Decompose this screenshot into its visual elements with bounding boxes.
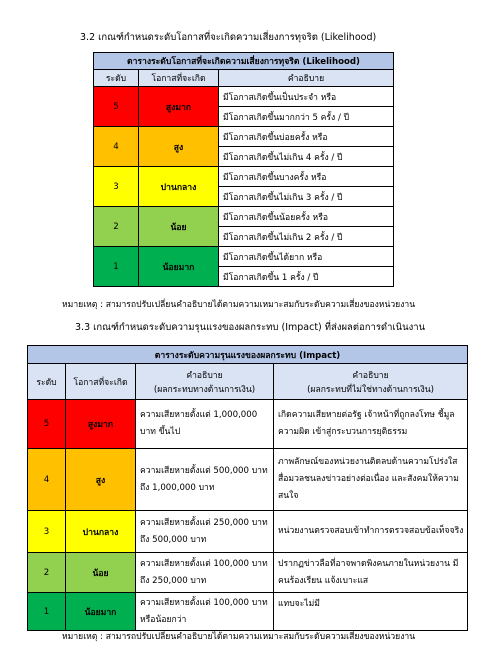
- impact-financial-description: ความเสียหายตั้งแต่ 100,000 บาท ถึง 250,000 บาท: [136, 553, 274, 593]
- likelihood-description-2: มีโอกาสเกิดขึ้นไม่เกิน 4 ครั้ง / ปี: [219, 147, 394, 167]
- impact-nonfinancial-description: เกิดความเสียหายต่อรัฐ เจ้าหน้าที่ถูกลงโทษ ชี้มูลความผิด เข้าสู่กระบวนการยุติธรรม: [274, 400, 468, 449]
- impact-level: 5: [28, 400, 66, 449]
- impact-footnote: หมายเหตุ : สามารถปรับเปลี่ยนคำอธิบายได้ตามความเหมาะสมกับระดับความเสี่ยงของหน่วยงาน: [62, 632, 416, 642]
- impact-row: [28, 593, 468, 631]
- likelihood-table-caption: ตารางระดับโอกาสที่จะเกิดความเสี่ยงการทุจริต (Likelihood): [94, 53, 394, 70]
- likelihood-table: [93, 52, 394, 287]
- impact-row: [28, 400, 468, 449]
- impact-row: [28, 449, 468, 511]
- impact-chance: ปานกลาง: [66, 511, 136, 553]
- likelihood-description-1: มีโอกาสเกิดขึ้นได้ยาก หรือ: [219, 247, 394, 267]
- likelihood-chance: สูงมาก: [139, 87, 219, 127]
- impact-financial-description: ความเสียหายตั้งแต่ 100,000 บาท หรือน้อยกว่า: [136, 593, 274, 631]
- likelihood-row: [94, 207, 394, 227]
- impact-nonfinancial-description: แทบจะไม่มี: [274, 593, 468, 631]
- likelihood-row: [94, 247, 394, 267]
- likelihood-description-1: มีโอกาสเกิดขึ้นเป็นประจำ หรือ: [219, 87, 394, 107]
- likelihood-description-1: มีโอกาสเกิดขึ้นบ่อยครั้ง หรือ: [219, 127, 394, 147]
- impact-chance: น้อยมาก: [66, 593, 136, 631]
- impact-header-nonfinancial-title: คำอธิบาย: [352, 370, 389, 381]
- impact-header-nonfinancial-subtitle: (ผลกระทบที่ไม่ใช่ทางด้านการเงิน): [307, 384, 434, 395]
- section-heading-likelihood: 3.2 เกณฑ์กำหนดระดับโอกาสที่จะเกิดความเสี่ยงการทุจริต (Likelihood): [80, 32, 377, 43]
- impact-row: [28, 553, 468, 593]
- section-heading-impact: 3.3 เกณฑ์กำหนดระดับความรุนแรงของผลกระทบ (Impact) ที่ส่งผลต่อการดำเนินงาน: [75, 322, 426, 333]
- likelihood-description-2: มีโอกาสเกิดขึ้นมากกว่า 5 ครั้ง / ปี: [219, 107, 394, 127]
- likelihood-description-2: มีโอกาสเกิดขึ้นไม่เกิน 2 ครั้ง / ปี: [219, 227, 394, 247]
- impact-financial-description: ความเสียหายตั้งแต่ 250,000 บาท ถึง 500,000 บาท: [136, 511, 274, 553]
- likelihood-row: [94, 167, 394, 187]
- likelihood-footnote: หมายเหตุ : สามารถปรับเปลี่ยนคำอธิบายได้ตามความเหมาะสมกับระดับความเสี่ยงของหน่วยงาน: [62, 300, 416, 310]
- likelihood-header-description: คำอธิบาย: [219, 70, 394, 87]
- impact-level: 2: [28, 553, 66, 593]
- impact-table: [27, 345, 468, 631]
- impact-chance: สูงมาก: [66, 400, 136, 449]
- likelihood-chance: น้อยมาก: [139, 247, 219, 287]
- impact-financial-description: ความเสียหายตั้งแต่ 1,000,000 บาท ขึ้นไป: [136, 400, 274, 449]
- likelihood-level: 2: [94, 207, 139, 247]
- impact-nonfinancial-description: ปรากฏข่าวลือที่อาจพาดพิงคนภายในหน่วยงาน มีคนร้องเรียน แจ้งเบาะแส: [274, 553, 468, 593]
- likelihood-description-1: มีโอกาสเกิดขึ้นบางครั้ง หรือ: [219, 167, 394, 187]
- impact-level: 3: [28, 511, 66, 553]
- impact-header-financial-title: คำอธิบาย: [186, 370, 223, 381]
- likelihood-row: [94, 127, 394, 147]
- impact-chance: น้อย: [66, 553, 136, 593]
- impact-level: 4: [28, 449, 66, 511]
- likelihood-level: 4: [94, 127, 139, 167]
- likelihood-description-2: มีโอกาสเกิดขึ้น 1 ครั้ง / ปี: [219, 267, 394, 287]
- impact-nonfinancial-description: ภาพลักษณ์ของหน่วยงานติดลบด้านความโปร่งใส สื่อมวลชนลงข่าวอย่างต่อเนื่อง และสังคมให้ความสนใจ: [274, 449, 468, 511]
- likelihood-level: 5: [94, 87, 139, 127]
- likelihood-header-level: ระดับ: [94, 70, 139, 87]
- impact-nonfinancial-description: หน่วยงานตรวจสอบเข้าทำการตรวจสอบข้อเท็จจริง: [274, 511, 468, 553]
- likelihood-description-2: มีโอกาสเกิดขึ้นไม่เกิน 3 ครั้ง / ปี: [219, 187, 394, 207]
- likelihood-header-chance: โอกาสที่จะเกิด: [139, 70, 219, 87]
- likelihood-chance: ปานกลาง: [139, 167, 219, 207]
- impact-header-financial: [136, 364, 274, 400]
- impact-header-chance: โอกาสที่จะเกิด: [66, 364, 136, 400]
- impact-chance: สูง: [66, 449, 136, 511]
- impact-header-level: ระดับ: [28, 364, 66, 400]
- impact-level: 1: [28, 593, 66, 631]
- likelihood-description-1: มีโอกาสเกิดขึ้นน้อยครั้ง หรือ: [219, 207, 394, 227]
- likelihood-chance: น้อย: [139, 207, 219, 247]
- impact-financial-description: ความเสียหายตั้งแต่ 500,000 บาท ถึง 1,000,000 บาท: [136, 449, 274, 511]
- impact-header-financial-subtitle: (ผลกระทบทางด้านการเงิน): [153, 384, 256, 395]
- impact-table-caption: ตารางระดับความรุนแรงของผลกระทบ (Impact): [28, 346, 468, 364]
- likelihood-level: 1: [94, 247, 139, 287]
- likelihood-level: 3: [94, 167, 139, 207]
- likelihood-row: [94, 87, 394, 107]
- likelihood-chance: สูง: [139, 127, 219, 167]
- impact-header-nonfinancial: [274, 364, 468, 400]
- impact-row: [28, 511, 468, 553]
